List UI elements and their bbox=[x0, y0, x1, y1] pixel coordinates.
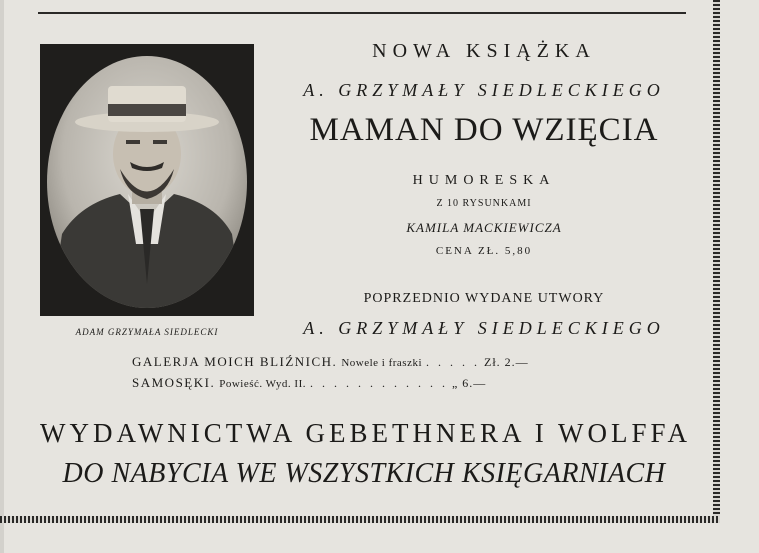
price: CENA ZŁ. 5,80 bbox=[435, 245, 533, 257]
work-title: SAMOSĘKI. bbox=[132, 375, 216, 390]
author-line: A. GRZYMAŁY SIEDLECKIEGO bbox=[303, 80, 665, 100]
book-title: MAMAN DO WZIĘCIA bbox=[309, 112, 659, 148]
illustrator: KAMILA MACKIEWICZA bbox=[406, 220, 562, 235]
previous-works-author: A. GRZYMAŁY SIEDLECKIEGO bbox=[303, 318, 665, 338]
work-note: Powieść. Wyd. II. bbox=[219, 378, 306, 390]
work-title: GALERJA MOICH BLIŹNICH. bbox=[132, 354, 338, 369]
top-rule bbox=[38, 12, 686, 14]
author-portrait bbox=[40, 44, 254, 316]
page-edge bbox=[0, 0, 4, 553]
previous-works-heading: POPRZEDNIO WYDANE UTWORY bbox=[363, 291, 605, 306]
leader-dots: . . . . . bbox=[426, 355, 481, 369]
work-note: Nowele i fraszki bbox=[341, 357, 423, 369]
work-price: Zł. 2.— bbox=[484, 355, 529, 369]
right-decorative-border bbox=[713, 0, 720, 523]
illustrations-note: Z 10 RYSUNKAMI bbox=[436, 198, 532, 209]
leader-dots: . . . . . . . . . . . . bbox=[309, 376, 448, 390]
list-item bbox=[132, 354, 529, 370]
bottom-decorative-border bbox=[0, 516, 720, 523]
work-price: „ 6.— bbox=[451, 376, 487, 390]
genre: HUMORESKA bbox=[412, 173, 556, 188]
headline: NOWA KSIĄŻKA bbox=[372, 40, 596, 62]
portrait-caption: ADAM GRZYMAŁA SIEDLECKI bbox=[75, 327, 219, 337]
publisher: WYDAWNICTWA GEBETHNERA I WOLFFA bbox=[40, 418, 692, 448]
list-item bbox=[132, 375, 486, 391]
availability-note: DO NABYCIA WE WSZYSTKICH KSIĘGARNIACH bbox=[62, 458, 666, 489]
